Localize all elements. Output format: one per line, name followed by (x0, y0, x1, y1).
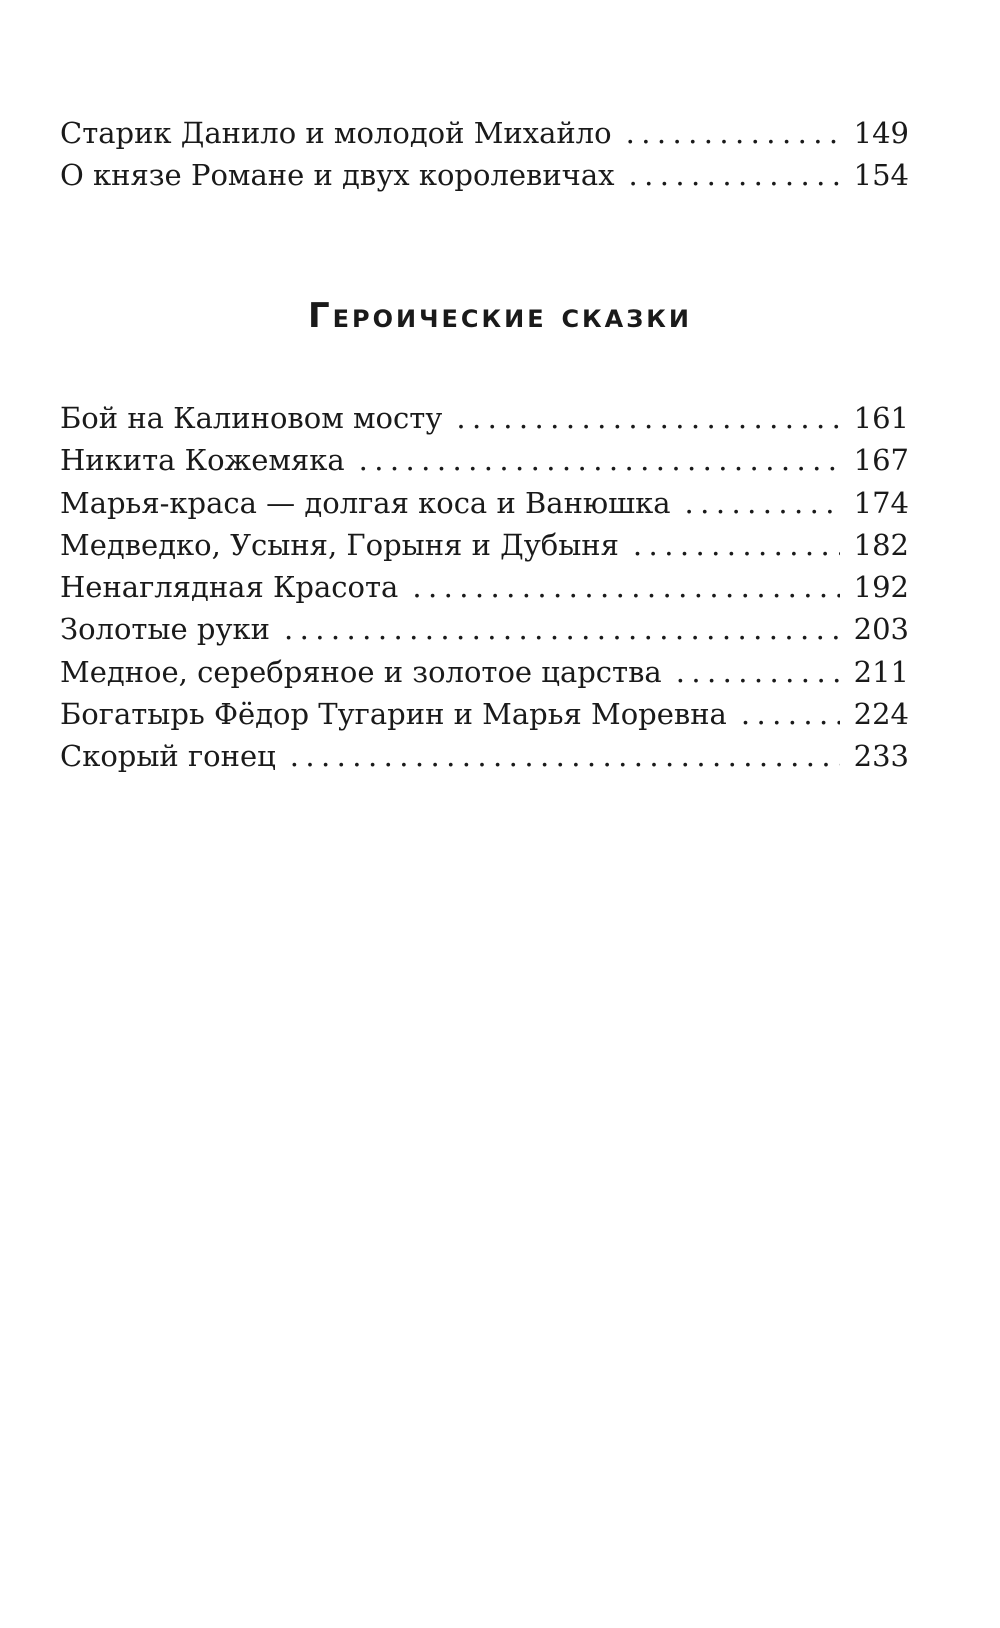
toc-entry (60, 693, 909, 735)
toc-entry-title: Никита Кожемяка (60, 443, 345, 478)
toc-entry-page: 167 (853, 443, 909, 478)
toc-entry-page: 192 (853, 570, 909, 605)
toc-leader-dots (626, 112, 840, 154)
toc-list-top (60, 112, 909, 197)
toc-leader-dots (633, 524, 840, 566)
toc-leader-dots (629, 154, 840, 196)
toc-entry-page: 203 (853, 612, 909, 647)
toc-entry-title: Бой на Калиновом мосту (60, 401, 443, 435)
toc-entry-title: Богатырь Фёдор Тугарин и Марья Моревна (60, 697, 727, 732)
toc-entry-page: 149 (853, 116, 909, 150)
toc-entry-page: 224 (853, 697, 909, 732)
toc-entry-title: Медведко, Усыня, Горыня и Дубыня (60, 527, 619, 562)
toc-entry (60, 439, 909, 481)
toc-entry (60, 154, 909, 196)
toc-entry-title: Ненаглядная Красота (60, 570, 399, 605)
toc-entry (60, 112, 909, 154)
toc-entry-title: Скорый гонец (60, 739, 276, 774)
toc-entry-title: Медное, серебряное и золотое царства (60, 654, 662, 689)
toc-entry (60, 566, 909, 608)
toc-entry-title: Золотые руки (60, 612, 270, 647)
toc-entry-title: Старик Данило и молодой Михайло (60, 116, 612, 150)
toc-leader-dots (290, 735, 840, 777)
toc-entry (60, 524, 909, 566)
toc-leader-dots (284, 608, 840, 650)
toc-entry-page: 182 (853, 527, 909, 562)
toc-entry (60, 608, 909, 650)
toc-leader-dots (741, 693, 840, 735)
toc-entry (60, 651, 909, 693)
toc-entry-page: 174 (853, 485, 909, 520)
toc-entry-page: 211 (853, 654, 909, 689)
toc-entry-title: О князе Романе и двух королевичах (60, 158, 615, 193)
section-heading: Героические сказки (307, 296, 693, 336)
toc-leader-dots (412, 566, 839, 608)
toc-leader-dots (676, 651, 840, 693)
toc-leader-dots (685, 482, 840, 524)
toc-entry-page: 154 (853, 158, 909, 193)
toc-entry-page: 233 (853, 739, 909, 774)
toc-leader-dots (456, 397, 839, 439)
toc-list-heroic (60, 397, 909, 778)
toc-entry (60, 482, 909, 524)
toc-leader-dots (359, 439, 840, 481)
toc-entry-page: 161 (853, 401, 909, 435)
toc-entry-title: Марья-краса — долгая коса и Ванюшка (60, 485, 671, 520)
toc-entry (60, 735, 909, 777)
toc-entry (60, 397, 909, 439)
